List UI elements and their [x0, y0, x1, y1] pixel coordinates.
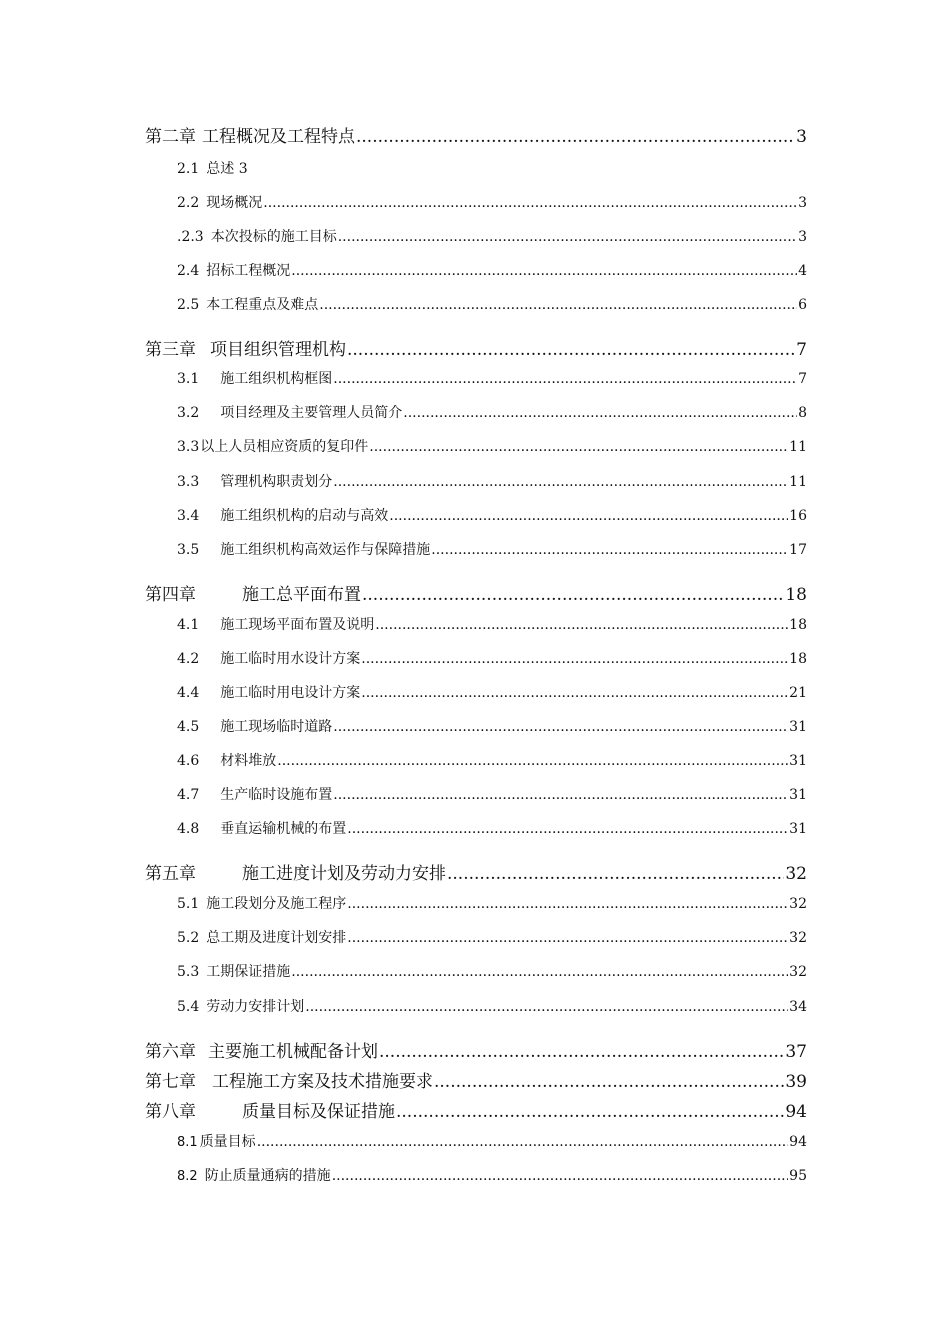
toc-title: 总工期及进度计划安排	[206, 930, 347, 946]
toc-number: 2.2	[177, 195, 200, 211]
toc-title: 施工段划分及施工程序	[206, 896, 347, 912]
toc-dot-leader	[447, 864, 784, 884]
toc-number: 8.2	[177, 1169, 198, 1184]
toc-title: 项目组织管理机构	[210, 340, 346, 360]
toc-dot-leader	[347, 340, 795, 360]
toc-dot-leader	[319, 297, 797, 313]
toc-number: 第七章	[145, 1072, 196, 1092]
toc-section-entry[interactable]	[0, 961, 950, 981]
toc-chapter-entry[interactable]	[0, 1097, 950, 1122]
toc-section-entry[interactable]	[0, 505, 950, 525]
toc-dot-leader	[369, 439, 788, 455]
toc-title: 招标工程概况	[206, 263, 291, 279]
toc-page-number: 31	[789, 719, 807, 735]
toc-page-number: 18	[789, 617, 807, 633]
toc-number: 3.3	[177, 474, 200, 490]
toc-page-number: 6	[798, 297, 807, 313]
toc-number: 4.6	[177, 753, 200, 769]
toc-title: 施工现场平面布置及说明	[220, 617, 375, 633]
toc-title: 总述 3	[206, 161, 248, 177]
toc-page-number: 37	[785, 1042, 807, 1062]
toc-chapter-entry[interactable]	[0, 122, 950, 147]
toc-number: 4.4	[177, 685, 200, 701]
toc-page-number: 11	[789, 474, 807, 490]
toc-title: 施工现场临时道路	[220, 719, 333, 735]
toc-dot-leader	[403, 405, 797, 421]
toc-number: .2.3	[177, 229, 204, 245]
toc-dot-leader	[257, 1134, 788, 1150]
toc-number: 4.2	[177, 651, 200, 667]
toc-title: 质量目标	[199, 1134, 256, 1150]
toc-title: 垂直运输机械的布置	[220, 821, 347, 837]
toc-number: 第四章	[145, 585, 196, 605]
toc-dot-leader	[347, 930, 788, 946]
toc-section-entry[interactable]	[0, 158, 950, 178]
toc-title: 工程施工方案及技术措施要求	[212, 1072, 433, 1092]
toc-number: 4.1	[177, 617, 200, 633]
toc-page-number: 32	[789, 930, 807, 946]
toc-page-number: 18	[785, 585, 807, 605]
toc-page-number: 32	[785, 864, 807, 884]
toc-section-entry[interactable]	[0, 294, 950, 314]
toc-dot-leader	[356, 127, 795, 147]
toc-title: 材料堆放	[220, 753, 277, 769]
toc-number: 2.5	[177, 297, 200, 313]
toc-page-number: 7	[798, 371, 807, 387]
toc-title: 工期保证措施	[206, 964, 291, 980]
toc-number: 8.1	[177, 1135, 198, 1150]
toc-page-number: 11	[789, 439, 807, 455]
toc-section-entry[interactable]	[0, 402, 950, 422]
toc-page-number: 16	[789, 508, 807, 524]
toc-section-entry[interactable]	[0, 260, 950, 280]
toc-page-number: 94	[785, 1102, 807, 1122]
toc-section-entry[interactable]	[0, 996, 950, 1016]
toc-section-entry[interactable]	[0, 750, 950, 770]
toc-title: 本次投标的施工目标	[210, 229, 337, 245]
toc-number: 第五章	[145, 864, 196, 884]
toc-section-entry[interactable]	[0, 716, 950, 736]
toc-number: 5.2	[177, 930, 200, 946]
toc-title: 主要施工机械配备计划	[208, 1042, 378, 1062]
toc-section-entry[interactable]	[0, 614, 950, 634]
toc-dot-leader	[291, 964, 788, 980]
toc-section-entry[interactable]	[0, 1165, 950, 1185]
toc-dot-leader	[347, 821, 788, 837]
toc-page-number: 31	[789, 753, 807, 769]
toc-chapter-entry[interactable]	[0, 1067, 950, 1092]
toc-section-entry[interactable]	[0, 471, 950, 491]
toc-dot-leader	[379, 1042, 784, 1062]
toc-title: 管理机构职责划分	[220, 474, 333, 490]
toc-dot-leader	[305, 999, 788, 1015]
toc-title: 施工组织机构的启动与高效	[220, 508, 389, 524]
toc-title: 施工进度计划及劳动力安排	[242, 864, 446, 884]
toc-number: 第八章	[145, 1102, 196, 1122]
toc-dot-leader	[361, 651, 788, 667]
toc-title: 以上人员相应资质的复印件	[200, 439, 369, 455]
toc-number: 4.8	[177, 821, 200, 837]
toc-page-number: 32	[789, 964, 807, 980]
toc-section-entry[interactable]	[0, 226, 950, 246]
toc-title: 现场概况	[206, 195, 263, 211]
toc-section-entry[interactable]	[0, 784, 950, 804]
toc-title: 生产临时设施布置	[220, 787, 333, 803]
toc-number: 4.7	[177, 787, 200, 803]
toc-title: 施工组织机构高效运作与保障措施	[220, 542, 431, 558]
toc-dot-leader	[375, 617, 788, 633]
toc-number: 2.1	[177, 161, 200, 177]
toc-chapter-entry[interactable]	[0, 1037, 950, 1062]
toc-section-entry[interactable]	[0, 893, 950, 913]
toc-dot-leader	[263, 195, 797, 211]
toc-dot-leader	[338, 229, 797, 245]
toc-page-number: 18	[789, 651, 807, 667]
toc-section-entry[interactable]	[0, 648, 950, 668]
toc-number: 3.1	[177, 371, 200, 387]
toc-number: 第二章	[145, 127, 196, 147]
toc-dot-leader	[347, 896, 788, 912]
toc-title: 施工总平面布置	[242, 585, 361, 605]
toc-title: 工程概况及工程特点	[202, 127, 355, 147]
toc-page-number: 95	[789, 1168, 807, 1184]
toc-page-number: 3	[798, 229, 807, 245]
toc-dot-leader	[333, 371, 797, 387]
toc-page-number: 8	[798, 405, 807, 421]
toc-section-entry[interactable]	[0, 818, 950, 838]
toc-page-number: 34	[789, 999, 807, 1015]
toc-dot-leader	[361, 685, 788, 701]
toc-chapter-entry[interactable]	[0, 859, 950, 884]
toc-page-number: 3	[798, 195, 807, 211]
toc-title: 劳动力安排计划	[206, 999, 305, 1015]
toc-page-number: 17	[789, 542, 807, 558]
toc-page-number: 39	[785, 1072, 807, 1092]
toc-dot-leader	[362, 585, 784, 605]
toc-page-number: 94	[789, 1134, 807, 1150]
toc-page-number: 21	[789, 685, 807, 701]
toc-chapter-entry[interactable]	[0, 335, 950, 360]
toc-number: 5.4	[177, 999, 200, 1015]
toc-page-number: 7	[796, 340, 807, 360]
toc-title: 项目经理及主要管理人员简介	[220, 405, 403, 421]
toc-page-number: 4	[798, 263, 807, 279]
toc-section-entry[interactable]	[0, 682, 950, 702]
toc-dot-leader	[291, 263, 797, 279]
toc-dot-leader	[333, 787, 788, 803]
toc-section-entry[interactable]	[0, 192, 950, 212]
toc-dot-leader	[333, 719, 788, 735]
toc-dot-leader	[333, 474, 788, 490]
toc-title: 本工程重点及难点	[206, 297, 319, 313]
toc-page-number: 31	[789, 821, 807, 837]
toc-dot-leader	[396, 1102, 784, 1122]
toc-number: 3.5	[177, 542, 200, 558]
toc-section-entry[interactable]	[0, 368, 950, 388]
toc-page-number: 31	[789, 787, 807, 803]
toc-number: 4.5	[177, 719, 200, 735]
toc-dot-leader	[431, 542, 788, 558]
toc-page-number: 32	[789, 896, 807, 912]
toc-number: 3.4	[177, 508, 200, 524]
toc-number: 第三章	[145, 340, 196, 360]
toc-title: 施工临时用水设计方案	[220, 651, 361, 667]
toc-page-number: 3	[796, 127, 807, 147]
toc-title: 施工临时用电设计方案	[220, 685, 361, 701]
toc-title: 施工组织机构框图	[220, 371, 333, 387]
toc-dot-leader	[277, 753, 788, 769]
toc-section-entry[interactable]	[0, 539, 950, 559]
toc-number: 3.2	[177, 405, 200, 421]
toc-number: 5.3	[177, 964, 200, 980]
toc-title: 质量目标及保证措施	[242, 1102, 395, 1122]
toc-section-entry[interactable]	[0, 927, 950, 947]
toc-dot-leader	[389, 508, 788, 524]
toc-number: 3.3	[177, 439, 200, 455]
toc-dot-leader	[434, 1072, 784, 1092]
toc-section-entry[interactable]	[0, 436, 950, 456]
toc-dot-leader	[332, 1168, 788, 1184]
toc-number: 第六章	[145, 1042, 196, 1062]
toc-chapter-entry[interactable]	[0, 580, 950, 605]
toc-title: 防止质量通病的措施	[204, 1168, 331, 1184]
toc-section-entry[interactable]	[0, 1131, 950, 1151]
toc-number: 5.1	[177, 896, 200, 912]
toc-number: 2.4	[177, 263, 200, 279]
